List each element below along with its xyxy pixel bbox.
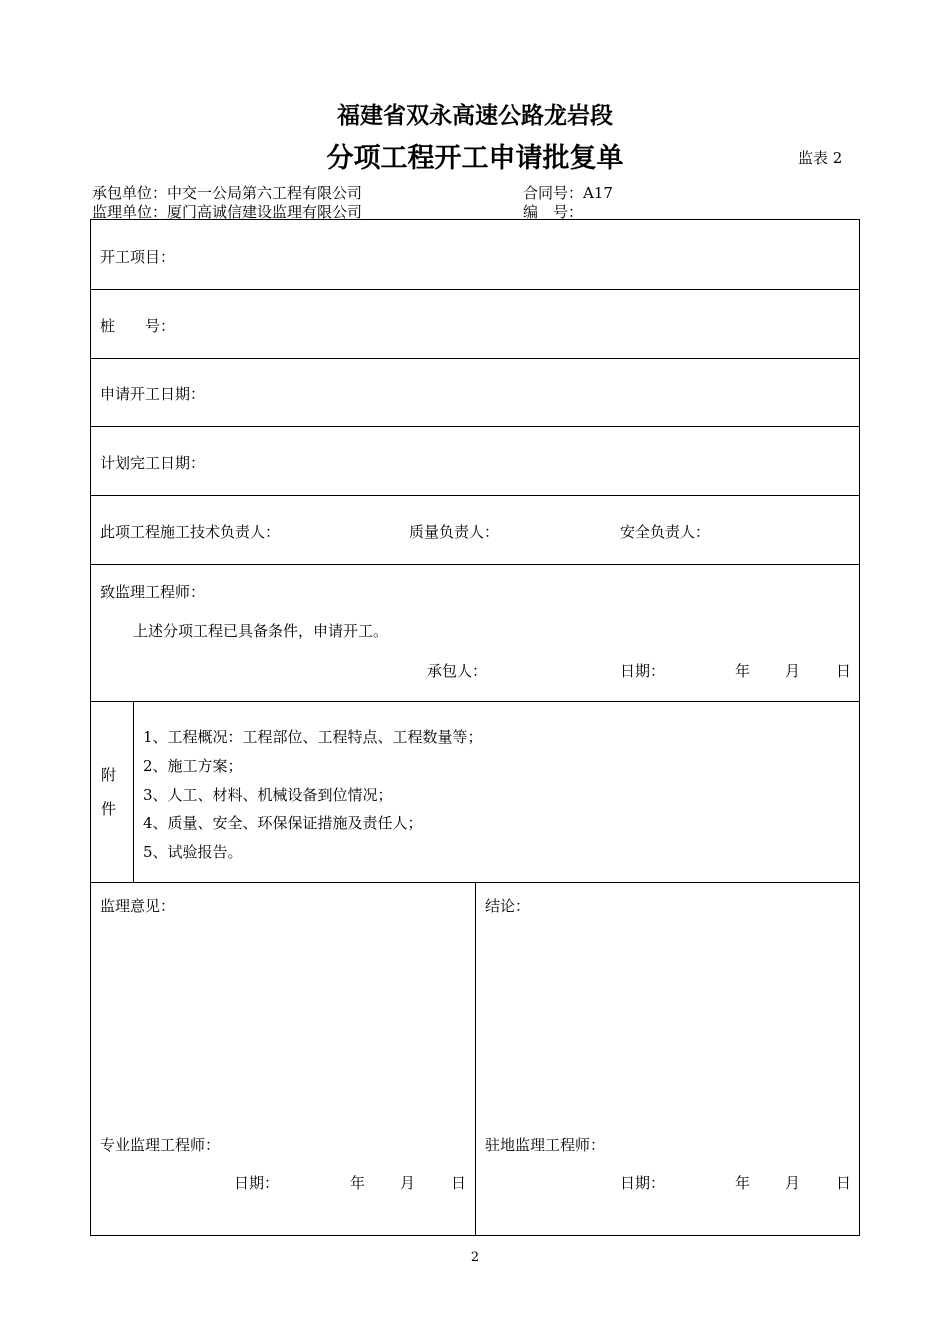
page-number: 2	[470, 1250, 480, 1265]
request-text: 上述分项工程已具备条件，申请开工。	[133, 622, 389, 640]
attachment-item: 3、人工、材料、机械设备到位情况；	[143, 786, 393, 804]
supervisor-unit: 监理单位：厦门高诚信建设监理有限公司	[92, 203, 363, 221]
attachment-item: 1、工程概况：工程部位、工程特点、工程数量等；	[143, 728, 483, 746]
resident-date-label: 日期：	[620, 1174, 666, 1192]
row-divider	[91, 358, 859, 359]
attachment-item: 5、试验报告。	[143, 843, 243, 861]
attachment-label-2: 件	[101, 800, 117, 818]
request-date-label: 日期：	[620, 662, 666, 680]
row-divider	[91, 495, 859, 496]
project-field[interactable]: 开工项目：	[100, 248, 176, 266]
row-divider	[91, 289, 859, 290]
application-form	[90, 219, 860, 1236]
day-label: 日	[836, 662, 852, 680]
document-title: 福建省双永高速公路龙岩段	[337, 103, 613, 129]
contractor-sign-field[interactable]: 承包人：	[427, 662, 488, 680]
row-divider	[91, 426, 859, 427]
month-label: 月	[785, 1174, 801, 1192]
attachment-divider	[133, 701, 134, 882]
to-engineer-label: 致监理工程师：	[100, 583, 206, 601]
specialist-engineer-field[interactable]: 专业监理工程师：	[100, 1136, 221, 1154]
row-divider	[91, 701, 859, 702]
attachment-item: 4、质量、安全、环保保证措施及责任人；	[143, 814, 423, 832]
tech-lead-field[interactable]: 此项工程施工技术负责人：	[100, 523, 281, 541]
serial-number: 编 号：	[523, 203, 584, 221]
day-label: 日	[451, 1174, 467, 1192]
month-label: 月	[400, 1174, 416, 1192]
pile-number-field[interactable]: 桩 号：	[100, 317, 176, 335]
year-label: 年	[735, 662, 751, 680]
plan-finish-date-field[interactable]: 计划完工日期：	[100, 454, 206, 472]
form-title: 分项工程开工申请批复单	[326, 143, 624, 174]
specialist-date-label: 日期：	[234, 1174, 280, 1192]
month-label: 月	[785, 662, 801, 680]
conclusion-field[interactable]: 结论：	[485, 897, 531, 915]
safety-lead-field[interactable]: 安全负责人：	[620, 523, 711, 541]
row-divider	[91, 564, 859, 565]
contractor-unit: 承包单位：中交一公局第六工程有限公司	[92, 184, 363, 202]
year-label: 年	[350, 1174, 366, 1192]
contract-number: 合同号：A17	[523, 184, 613, 202]
attachment-label-1: 附	[101, 766, 117, 784]
day-label: 日	[836, 1174, 852, 1192]
form-number: 监表 2	[798, 149, 843, 167]
resident-engineer-field[interactable]: 驻地监理工程师：	[485, 1136, 606, 1154]
attachment-item: 2、施工方案；	[143, 757, 243, 775]
opinion-divider	[475, 882, 476, 1236]
apply-date-field[interactable]: 申请开工日期：	[100, 385, 206, 403]
year-label: 年	[735, 1174, 751, 1192]
quality-lead-field[interactable]: 质量负责人：	[409, 523, 500, 541]
supervisor-opinion-field[interactable]: 监理意见：	[100, 897, 176, 915]
